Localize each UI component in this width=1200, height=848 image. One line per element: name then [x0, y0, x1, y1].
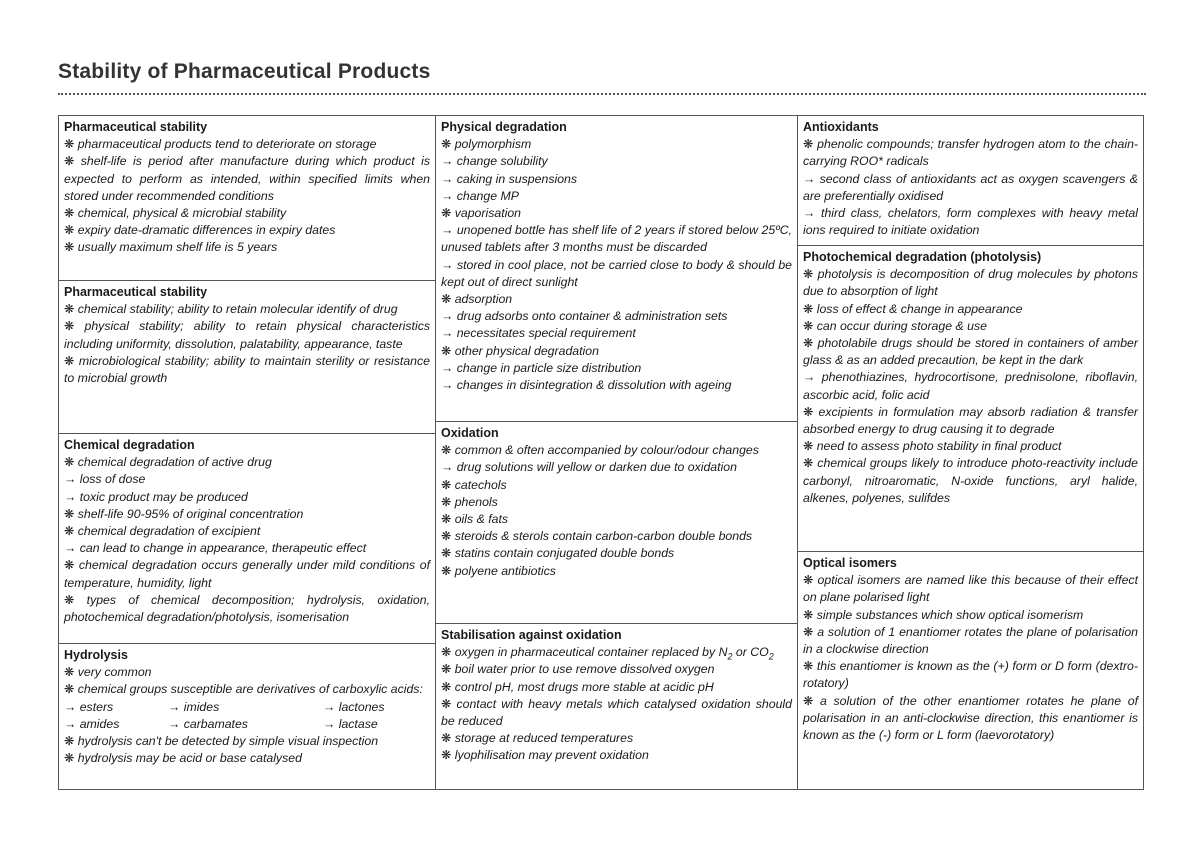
subscript: 2: [727, 651, 733, 662]
section-title: Pharmaceutical stability: [64, 285, 208, 299]
note-line: ❋ pharmaceutical products tend to deteriorate on storage: [64, 137, 377, 152]
subscript: 2: [768, 651, 774, 662]
note-line: ❋ steroids & sterols contain carbon-carbon double bonds: [441, 529, 753, 544]
note-line: ❋ usually maximum shelf life is 5 years: [64, 240, 278, 255]
section-title: Chemical degradation: [64, 438, 195, 452]
section-title: Physical degradation: [441, 120, 567, 134]
section-pharmaceutical-stability-2: [59, 281, 435, 434]
section-title: Stabilisation against oxidation: [441, 628, 622, 642]
note-line: → necessitates special requirement: [441, 326, 636, 341]
note-line: ❋ contact with heavy metals which catalysed oxidation should be reduced: [441, 696, 792, 729]
section-title: Antioxidants: [803, 120, 879, 134]
note-line: → changes in disintegration & dissolution with ageing: [441, 378, 732, 393]
note-line: ❋ chemical groups susceptible are derivatives of carboxylic acids:: [64, 682, 423, 697]
note-line: ❋ shelf-life is period after manufacture during which product is expected to perform as intended, within specified limits when stored under recommended conditions: [64, 154, 430, 203]
note-line: ❋ a solution of the other enantiomer rotates he plane of polarisation in an anti-clockwise direction, this enantiomer is known as the (-) form or L form (laevorotatory): [803, 693, 1138, 743]
note-line: ❋ photolabile drugs should be stored in containers of amber glass & as an added precaution, be kept in the dark: [803, 336, 1138, 368]
note-line: ❋ chemical stability; ability to retain molecular identify of drug: [64, 302, 398, 317]
note-line: ❋ phenolic compounds; transfer hydrogen atom to the chain-carrying ROO* radicals: [803, 137, 1138, 169]
note-line: → can lead to change in appearance, therapeutic effect: [64, 541, 367, 556]
note-line: ❋ chemical groups likely to introduce photo-reactivity include carbonyl, nitroaromatic, N-oxide functions, aryl halide, alkenes, polyenes, sulifdes: [803, 456, 1138, 505]
section-optical-isomers: [798, 552, 1143, 789]
note-line: ❋ chemical degradation of active drug: [64, 455, 272, 470]
note-line: ❋ a solution of 1 enantiomer rotates the plane of polarisation in a clockwise direction: [803, 624, 1138, 657]
section-title: Hydrolysis: [64, 648, 128, 662]
note-line: ❋ chemical, physical & microbial stability: [64, 206, 287, 221]
note-line: → change solubility: [441, 154, 548, 169]
note-line: ❋ physical stability; ability to retain physical characteristics including uniformity, dissolution, palatability, appearance, taste: [64, 319, 430, 351]
note-line: ❋ storage at reduced temperatures: [441, 731, 634, 746]
group-item: → carbamates: [168, 716, 248, 731]
text-fragment: ❋ oxygen in pharmaceutical container replaced by N: [441, 645, 728, 660]
note-line: ❋ excipients in formulation may absorb radiation & transfer absorbed energy to drug causing it to degrade: [803, 404, 1138, 437]
section-title: Oxidation: [441, 426, 499, 440]
note-line: ❋ polyene antibiotics: [441, 563, 556, 578]
group-item: → amides: [64, 716, 120, 731]
section-title: Optical isomers: [803, 556, 897, 570]
note-line: → third class, chelators, form complexes with heavy metal ions required to initiate oxidation: [803, 206, 1138, 238]
note-line: → drug adsorbs onto container & administration sets: [441, 309, 728, 324]
note-line: → change MP: [441, 188, 519, 203]
note-line: ❋ common & often accompanied by colour/odour changes: [441, 443, 759, 458]
note-line: ❋ statins contain conjugated double bonds: [441, 546, 675, 561]
note-line: ❋ phenols: [441, 494, 498, 509]
note-line: ❋ expiry date-dramatic differences in expiry dates: [64, 223, 336, 238]
note-line: ❋ very common: [64, 665, 152, 680]
group-item: → lactones: [323, 699, 385, 714]
note-line: → change in particle size distribution: [441, 360, 642, 375]
note-line: [441, 644, 792, 661]
section-title: Pharmaceutical stability: [64, 120, 208, 134]
note-line: → caking in suspensions: [441, 171, 578, 186]
section-physical-degradation: [436, 116, 797, 422]
section-oxidation: [436, 422, 797, 624]
note-line: → loss of dose: [64, 472, 146, 487]
note-line: ❋ shelf-life 90-95% of original concentration: [64, 506, 304, 521]
page-title: Stability of Pharmaceutical Products: [58, 60, 431, 83]
note-line: ❋ photolysis is decomposition of drug molecules by photons due to absorption of light: [803, 267, 1138, 299]
note-line: ❋ chemical degradation of excipient: [64, 524, 261, 539]
note-line: → toxic product may be produced: [64, 489, 248, 504]
section-chemical-degradation: [59, 434, 435, 644]
hydrolysis-groups-row: [64, 699, 430, 716]
notes-grid: [58, 115, 1144, 790]
note-line: ❋ this enantiomer is known as the (+) form or D form (dextro-rotatory): [803, 659, 1138, 691]
section-hydrolysis: [59, 644, 435, 789]
note-line: ❋ need to assess photo stability in final product: [803, 439, 1062, 454]
column-3: [798, 116, 1143, 789]
section-title: Photochemical degradation (photolysis): [803, 250, 1042, 264]
note-line: ❋ boil water prior to use remove dissolved oxygen: [441, 662, 715, 677]
note-line: ❋ chemical degradation occurs generally under mild conditions of temperature, humidity, light: [64, 558, 430, 590]
note-line: → second class of antioxidants act as oxygen scavengers & are preferentially oxidised: [803, 171, 1138, 203]
section-pharmaceutical-stability-1: [59, 116, 435, 281]
group-item: → lactase: [323, 716, 378, 731]
note-line: ❋ polymorphism: [441, 137, 532, 152]
text-fragment: or CO: [732, 645, 769, 660]
column-2: [436, 116, 798, 789]
hydrolysis-groups-row: [64, 716, 430, 733]
note-line: ❋ optical isomers are named like this because of their effect on plane polarised light: [803, 573, 1138, 605]
note-line: ❋ adsorption: [441, 292, 513, 307]
note-line: ❋ microbiological stability; ability to maintain sterility or resistance to microbial growth: [64, 353, 430, 386]
note-line: ❋ control pH, most drugs more stable at acidic pH: [441, 679, 714, 694]
group-item: → imides: [168, 699, 220, 714]
note-line: ❋ simple substances which show optical isomerism: [803, 607, 1084, 622]
group-item: → esters: [64, 699, 114, 714]
note-line: ❋ can occur during storage & use: [803, 318, 987, 333]
note-line: ❋ hydrolysis may be acid or base catalysed: [64, 751, 302, 766]
note-line: ❋ lyophilisation may prevent oxidation: [441, 748, 649, 763]
note-line: ❋ other physical degradation: [441, 343, 599, 358]
note-line: ❋ loss of effect & change in appearance: [803, 301, 1023, 316]
note-line: → unopened bottle has shelf life of 2 years if stored below 25ºC, unused tablets after 3 months must be discarded: [441, 223, 792, 255]
note-line: → stored in cool place, not be carried close to body & should be kept out of direct sunlight: [441, 257, 792, 289]
section-photochemical-degradation: [798, 246, 1143, 552]
note-line: ❋ hydrolysis can't be detected by simple visual inspection: [64, 734, 379, 749]
note-line: ❋ oils & fats: [441, 512, 509, 527]
note-line: ❋ types of chemical decomposition; hydrolysis, oxidation, photochemical degradation/photolysis, isomerisation: [64, 592, 430, 625]
note-line: → drug solutions will yellow or darken due to oxidation: [441, 460, 737, 475]
column-1: [59, 116, 436, 789]
section-stabilisation-against-oxidation: [436, 624, 797, 789]
title-divider: [58, 93, 1146, 95]
section-antioxidants: [798, 116, 1143, 246]
note-line: → phenothiazines, hydrocortisone, prednisolone, riboflavin, ascorbic acid, folic acid: [803, 370, 1138, 402]
note-line: ❋ catechols: [441, 477, 507, 492]
note-line: ❋ vaporisation: [441, 206, 522, 221]
